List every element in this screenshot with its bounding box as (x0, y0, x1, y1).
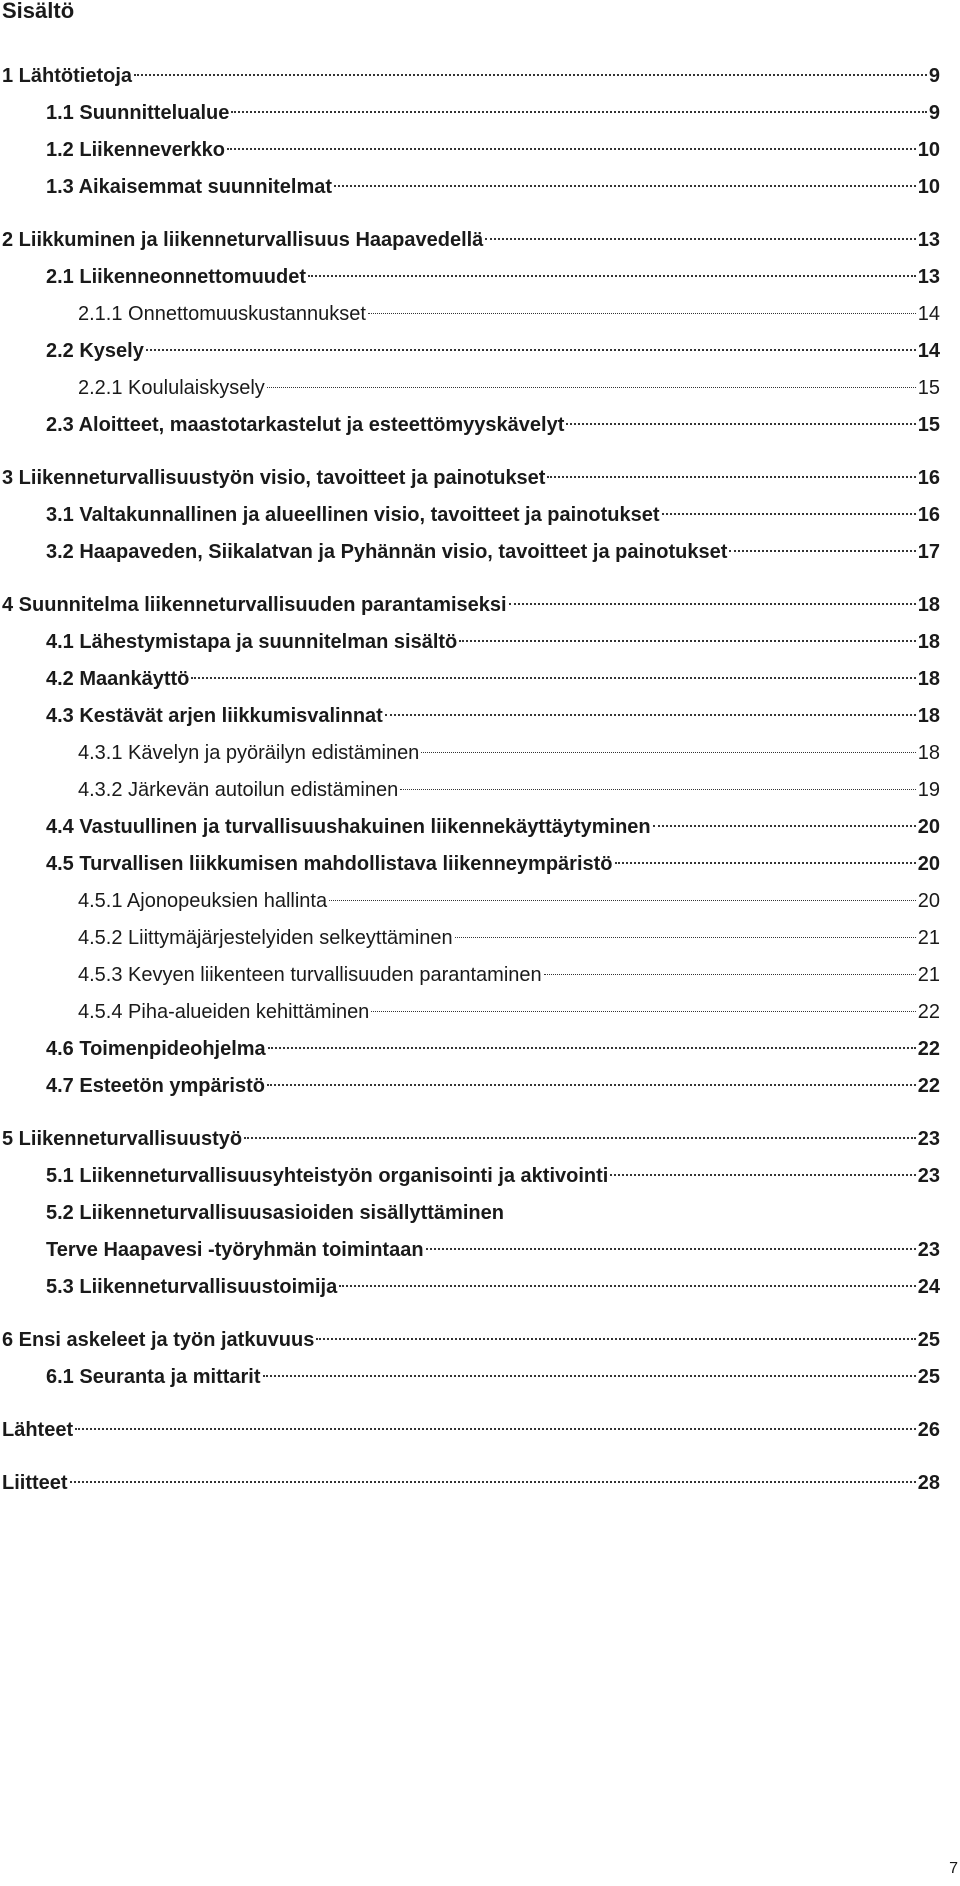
dot-leader (308, 275, 916, 277)
toc-entry-page: 20 (917, 890, 940, 912)
toc-entry-page: 14 (917, 303, 940, 325)
toc-entry[interactable] (2, 222, 940, 259)
toc-entry-label: 4.1 Lähestymistapa ja suunnitelman sisältö (46, 631, 458, 653)
dot-leader (485, 238, 915, 240)
dot-leader (268, 1047, 916, 1049)
toc-entry[interactable] (2, 58, 940, 95)
toc-entry-page: 9 (928, 102, 940, 124)
toc-entry-page: 18 (917, 668, 940, 690)
toc-entry-page: 15 (917, 414, 940, 436)
dot-leader (231, 111, 927, 113)
toc-entry-label: Lähteet (2, 1419, 74, 1441)
toc-entry-label: 4.4 Vastuullinen ja turvallisuushakuinen liikennekäyttäytyminen (46, 816, 651, 838)
toc-entry[interactable] (2, 1269, 940, 1306)
dot-leader (729, 550, 915, 552)
toc-entry-page: 28 (917, 1472, 940, 1494)
toc-entry-page: 18 (917, 631, 940, 653)
dot-leader (544, 974, 916, 975)
dot-leader (191, 677, 915, 679)
toc-entry-page: 25 (917, 1329, 940, 1351)
toc-entry-page: 13 (917, 229, 940, 251)
toc-entry-label: 4.2 Maankäyttö (46, 668, 190, 690)
toc-entry[interactable] (2, 407, 940, 444)
toc-entry-page: 18 (917, 705, 940, 727)
dot-leader (547, 476, 915, 478)
toc-entry[interactable] (2, 460, 940, 497)
toc-entry-page: 16 (917, 467, 940, 489)
toc-entry[interactable] (2, 95, 940, 132)
dot-leader (400, 789, 916, 790)
toc-entry-label: 2.1.1 Onnettomuuskustannukset (78, 303, 366, 325)
toc-entry-page: 24 (917, 1276, 940, 1298)
toc-entry[interactable] (2, 1121, 940, 1158)
toc-entry-label: 6 Ensi askeleet ja työn jatkuvuus (2, 1329, 315, 1351)
dot-leader (615, 862, 916, 864)
toc-entry-page: 23 (917, 1165, 940, 1187)
toc-entry-page: 19 (917, 779, 940, 801)
toc-entry[interactable] (2, 957, 940, 994)
toc-entry-page: 10 (917, 139, 940, 161)
toc-entry[interactable] (2, 259, 940, 296)
toc-entry-label: 5.3 Liikenneturvallisuustoimija (46, 1276, 338, 1298)
toc-entry[interactable] (2, 1359, 940, 1396)
toc-entry-label: 4.5.2 Liittymäjärjestelyiden selkeyttäminen (78, 927, 453, 949)
toc-entry-label: 1.1 Suunnittelualue (46, 102, 230, 124)
toc-entry-label: 5.1 Liikenneturvallisuusyhteistyön organisointi ja aktivointi (46, 1165, 609, 1187)
dot-leader (134, 74, 927, 76)
dot-leader (146, 349, 916, 351)
toc-entry-label: 2.2.1 Koululaiskysely (78, 377, 265, 399)
dot-leader (316, 1338, 915, 1340)
dot-leader (662, 513, 916, 515)
toc-entry-label: 2 Liikkuminen ja liikenneturvallisuus Haapavedellä (2, 229, 484, 251)
dot-leader (566, 423, 915, 425)
toc-entry[interactable] (2, 497, 940, 534)
toc-entry-label: 4.3.1 Kävelyn ja pyöräilyn edistäminen (78, 742, 420, 764)
dot-leader (334, 185, 916, 187)
dot-leader (339, 1285, 916, 1287)
toc-entry[interactable] (2, 296, 940, 333)
toc-entry[interactable] (2, 370, 940, 407)
dot-leader (455, 937, 916, 938)
toc-entry-label: 4 Suunnitelma liikenneturvallisuuden parantamiseksi (2, 594, 507, 616)
dot-leader (244, 1137, 916, 1139)
dot-leader (371, 1011, 915, 1012)
toc-entry-label: 5 Liikenneturvallisuustyö (2, 1128, 243, 1150)
toc-entry[interactable] (2, 132, 940, 169)
toc-entry-label: Terve Haapavesi -työryhmän toimintaan (46, 1239, 424, 1261)
toc-entry-page: 25 (917, 1366, 940, 1388)
dot-leader (368, 313, 916, 314)
toc-entry[interactable] (2, 1158, 940, 1195)
toc-entry[interactable] (2, 1195, 940, 1232)
toc-entry-label: 1.2 Liikenneverkko (46, 139, 225, 161)
toc-entry[interactable] (2, 1412, 940, 1449)
toc-entry-page: 22 (917, 1001, 940, 1023)
dot-leader (509, 603, 916, 605)
dot-leader (267, 1084, 916, 1086)
table-of-contents (2, 58, 940, 1502)
toc-entry-label: 4.7 Esteetön ympäristö (46, 1075, 265, 1097)
toc-entry-label: 2.2 Kysely (46, 340, 144, 362)
toc-entry-page: 22 (917, 1038, 940, 1060)
toc-entry-label: 1.3 Aikaisemmat suunnitelmat (46, 176, 333, 198)
toc-entry-label: 4.6 Toimenpideohjelma (46, 1038, 266, 1060)
toc-entry[interactable] (2, 1465, 940, 1502)
toc-entry[interactable] (2, 624, 940, 661)
dot-leader (421, 752, 915, 753)
toc-entry-label: 5.2 Liikenneturvallisuusasioiden sisällyttäminen (46, 1202, 504, 1224)
toc-entry-page: 9 (928, 65, 940, 87)
toc-entry-label: Liitteet (2, 1472, 68, 1494)
toc-entry-page: 21 (917, 927, 940, 949)
toc-entry[interactable] (2, 661, 940, 698)
toc-entry-page: 13 (917, 266, 940, 288)
toc-entry[interactable] (2, 698, 940, 735)
dot-leader (263, 1375, 916, 1377)
toc-entry[interactable] (2, 809, 940, 846)
toc-entry-page: 20 (917, 853, 940, 875)
dot-leader (385, 714, 916, 716)
toc-entry[interactable] (2, 1068, 940, 1105)
toc-entry[interactable] (2, 333, 940, 370)
page-title: Sisältö (2, 0, 75, 23)
toc-entry-label: 2.1 Liikenneonnettomuudet (46, 266, 307, 288)
toc-entry-label: 4.5.1 Ajonopeuksien hallinta (78, 890, 328, 912)
toc-entry[interactable] (2, 587, 940, 624)
toc-entry-label: 4.3.2 Järkevän autoilun edistäminen (78, 779, 399, 801)
toc-entry-page: 17 (917, 541, 940, 563)
toc-entry[interactable] (2, 920, 940, 957)
toc-entry-label: 4.3 Kestävät arjen liikkumisvalinnat (46, 705, 383, 727)
toc-entry[interactable] (2, 883, 940, 920)
toc-entry[interactable] (2, 1031, 940, 1068)
toc-entry-label: 1 Lähtötietoja (2, 65, 133, 87)
toc-entry-label: 6.1 Seuranta ja mittarit (46, 1366, 261, 1388)
toc-entry[interactable] (2, 1232, 940, 1269)
dot-leader (75, 1428, 916, 1430)
toc-entry[interactable] (2, 735, 940, 772)
dot-leader (227, 148, 916, 150)
dot-leader (426, 1248, 916, 1250)
toc-entry[interactable] (2, 169, 940, 206)
toc-entry-page: 18 (917, 742, 940, 764)
toc-entry-page: 23 (917, 1128, 940, 1150)
toc-entry[interactable] (2, 534, 940, 571)
toc-entry[interactable] (2, 994, 940, 1031)
toc-entry[interactable] (2, 846, 940, 883)
toc-entry-label: 4.5 Turvallisen liikkumisen mahdollistava liikenneympäristö (46, 853, 613, 875)
toc-entry-page: 26 (917, 1419, 940, 1441)
toc-entry-label: 3.2 Haapaveden, Siikalatvan ja Pyhännän visio, tavoitteet ja painotukset (46, 541, 728, 563)
toc-entry-page: 14 (917, 340, 940, 362)
toc-entry-page: 18 (917, 594, 940, 616)
toc-entry-label: 4.5.3 Kevyen liikenteen turvallisuuden parantaminen (78, 964, 542, 986)
toc-entry-label: 3 Liikenneturvallisuustyön visio, tavoitteet ja painotukset (2, 467, 546, 489)
toc-entry-page: 23 (917, 1239, 940, 1261)
toc-entry-label: 4.5.4 Piha-alueiden kehittäminen (78, 1001, 370, 1023)
toc-entry-page: 22 (917, 1075, 940, 1097)
toc-entry[interactable] (2, 772, 940, 809)
toc-entry-page: 10 (917, 176, 940, 198)
dot-leader (329, 900, 916, 901)
toc-entry[interactable] (2, 1322, 940, 1359)
dot-leader (610, 1174, 915, 1176)
page-number: 7 (949, 1860, 958, 1877)
toc-entry-label: 3.1 Valtakunnallinen ja alueellinen visio, tavoitteet ja painotukset (46, 504, 660, 526)
toc-entry-page: 21 (917, 964, 940, 986)
dot-leader (70, 1481, 916, 1483)
toc-entry-page: 15 (917, 377, 940, 399)
toc-entry-page: 16 (917, 504, 940, 526)
dot-leader (653, 825, 916, 827)
dot-leader (459, 640, 916, 642)
toc-entry-label: 2.3 Aloitteet, maastotarkastelut ja esteettömyyskävelyt (46, 414, 565, 436)
dot-leader (267, 387, 916, 388)
toc-entry-page: 20 (917, 816, 940, 838)
